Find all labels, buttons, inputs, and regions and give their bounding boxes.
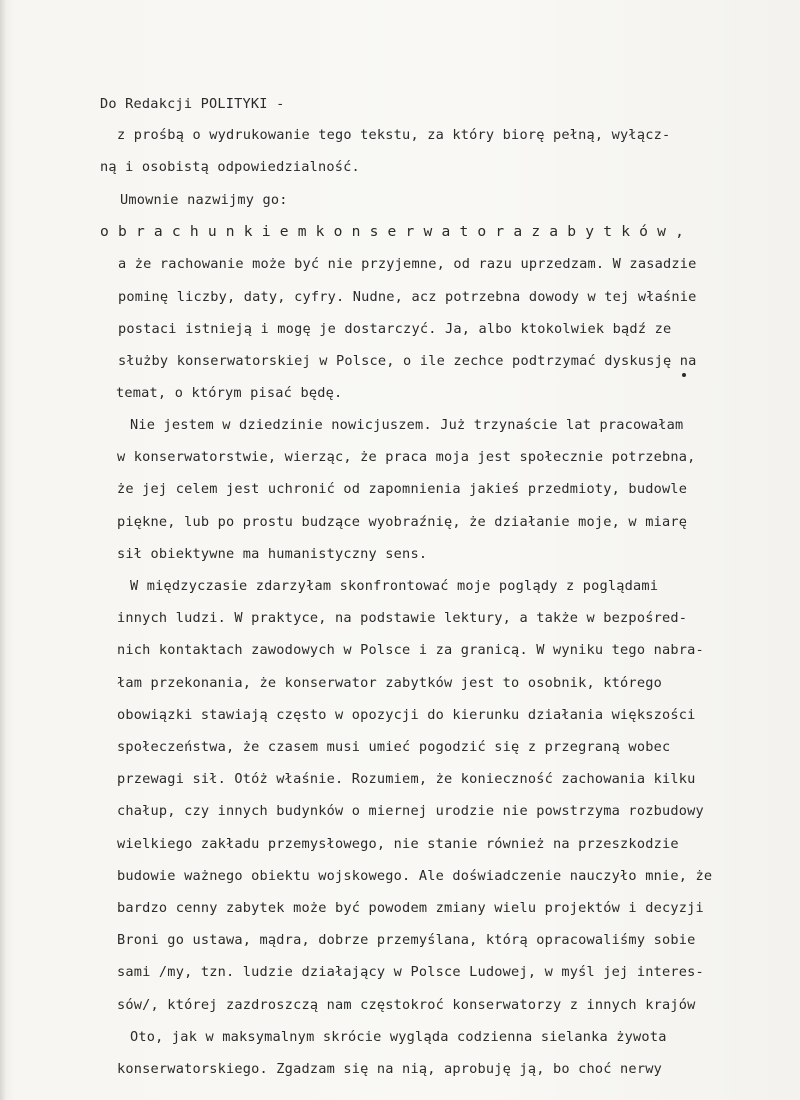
text-line: Nie jestem w dziedzinie nowicjuszem. Już trzynaście lat pracowałam: [130, 417, 684, 433]
salutation: Do Redakcji POLITYKI -: [100, 96, 285, 112]
text-line: temat, o którym pisać będę.: [116, 385, 343, 401]
page-edge-shadow: [0, 0, 6, 1100]
text-line: ną i osobistą odpowiedzialność.: [100, 159, 360, 175]
text-line: Oto, jak w maksymalnym skrócie wygląda codzienna sielanka żywota: [130, 1029, 667, 1045]
text-line: Broni go ustawa, mądra, dobrze przemyślana, którą opracowaliśmy sobie: [117, 932, 696, 948]
text-line: Umownie nazwijmy go:: [120, 192, 288, 208]
ink-dot-mark: [682, 373, 686, 377]
text-line: postaci istnieją i mogę je dostarczyć. Ja, albo ktokolwiek bądź ze: [118, 321, 672, 337]
text-line: sami /my, tzn. ludzie działający w Polsce Ludowej, w myśl jej interes-: [117, 964, 704, 980]
text-line: przewagi sił. Otóż właśnie. Rozumiem, że konieczność zachowania kilku: [117, 771, 696, 787]
text-line: łam przekonania, że konserwator zabytków jest to osobnik, którego: [117, 675, 662, 691]
text-line: budowie ważnego obiektu wojskowego. Ale doświadczenie nauczyło mnie, że: [117, 868, 713, 884]
text-line: bardzo cenny zabytek może być powodem zmiany wielu projektów i decyzji: [117, 900, 704, 916]
text-line: sił obiektywne ma humanistyczny sens.: [117, 546, 428, 562]
text-line: W międzyczasie zdarzyłam skonfrontować moje poglądy z poglądami: [130, 578, 659, 594]
text-line: służby konserwatorskiej w Polsce, o ile zechce podtrzymać dyskusję na: [118, 353, 697, 369]
text-line: pominę liczby, daty, cyfry. Nudne, acz potrzebna dowody w tej właśnie: [118, 289, 697, 305]
text-line: społeczeństwa, że czasem musi umieć pogodzić się z przegraną wobec: [117, 739, 671, 755]
text-line: innych ludzi. W praktyce, na podstawie lektury, a także w bezpośred-: [117, 610, 688, 626]
text-line: a że rachowanie może być nie przyjemne, od razu uprzedzam. W zasadzie: [118, 256, 697, 272]
text-line: wielkiego zakładu przemysłowego, nie stanie również na przeszkodzie: [117, 836, 679, 852]
text-line: w konserwatorstwie, wierząc, że praca moja jest społecznie potrzebna,: [117, 449, 696, 465]
text-line: z prośbą o wydrukowanie tego tekstu, za który biorę pełną, wyłącz-: [117, 127, 671, 143]
text-line: obowiązki stawiają często w opozycji do kierunku działania większości: [117, 707, 696, 723]
spaced-title-line: o b r a c h u n k i e m k o n s e r w a t o r a z a b y t k ó w ,: [100, 223, 685, 240]
text-line: że jej celem jest uchronić od zapomnienia jakieś przedmioty, budowle: [117, 481, 688, 497]
text-line: sów/, której zazdroszczą nam częstokroć konserwatorzy z innych krajów: [117, 997, 696, 1013]
text-line: chałup, czy innych budynków o miernej urodzie nie powstrzyma rozbudowy: [117, 803, 704, 819]
text-line: konserwatorskiego. Zgadzam się na nią, aprobuję ją, bo choć nerwy: [117, 1061, 662, 1077]
text-line: nich kontaktach zawodowych w Polsce i za granicą. W wyniku tego nabra-: [117, 642, 704, 658]
text-line: piękne, lub po prostu budzące wyobraźnię, że działanie moje, w miarę: [117, 514, 688, 530]
